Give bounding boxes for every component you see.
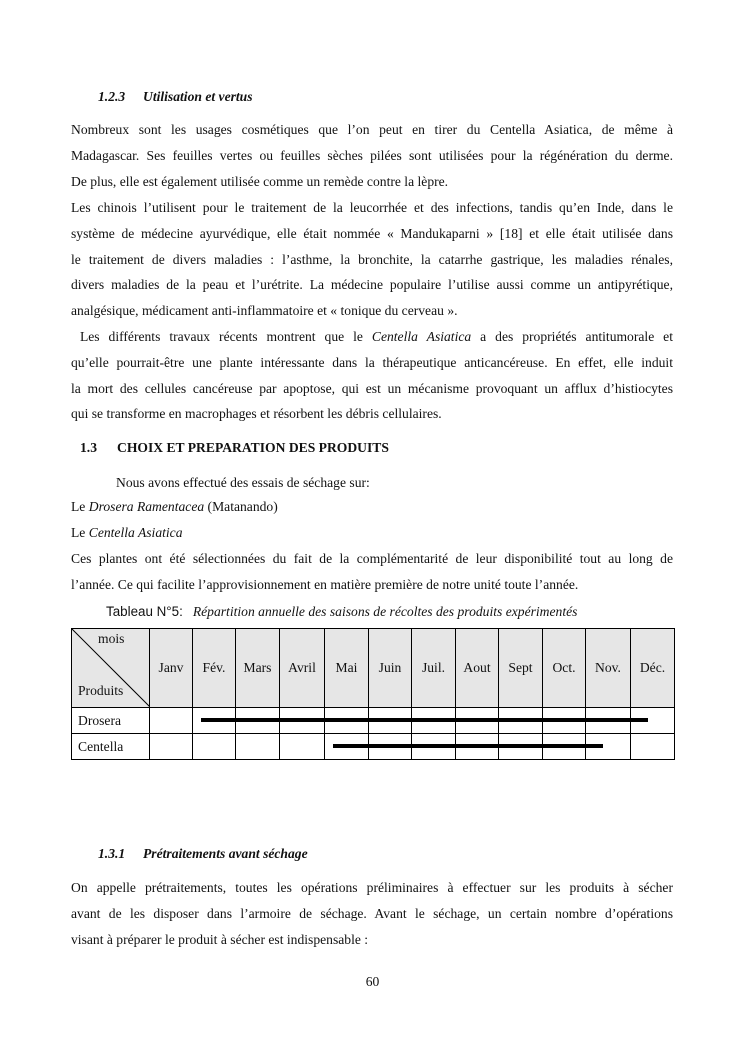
section-title: Prétraitements avant séchage [143, 846, 308, 861]
text-line: De plus, elle est également utilisée comme un remède contre la lèpre. [71, 173, 449, 189]
table-caption [106, 604, 577, 620]
month-header: Fév. [193, 629, 236, 708]
table-caption-title: Répartition annuelle des saisons de récoltes des produits expérimentés [192, 604, 578, 619]
italic-plant-name: Centella Asiatica [88, 525, 183, 540]
text-line: l’année. Ce qui facilite l’approvisionnement en matière première de notre unité toute l’année. [71, 576, 579, 592]
section-number: 1.3.1 [98, 846, 126, 861]
table-caption-label: Tableau N°5: [106, 604, 183, 619]
text-run: Le [71, 525, 89, 540]
month-header: Nov. [586, 629, 631, 708]
text-line: le traitement de divers maladies : l’asthme, la bronchite, la catarrhe gastrique, les maladies rénales, [71, 251, 673, 267]
text-run: Le [71, 499, 89, 514]
text-line: avant de les disposer dans l’armoire de séchage. Avant le séchage, un certain nombre d’opérations [71, 905, 673, 921]
harvest-bar-centella [333, 744, 603, 748]
month-header: Juin [369, 629, 412, 708]
month-header: Mai [325, 629, 369, 708]
page-number: 60 [365, 974, 380, 989]
text-line: visant à préparer le produit à sécher est indispensable : [71, 931, 369, 947]
text-line: qui se transforme en macrophages et résorbent les débris cellulaires. [71, 406, 442, 422]
paragraph-chinois [71, 195, 673, 324]
paragraph-usages [71, 117, 673, 194]
month-cell [150, 734, 193, 760]
month-cell [236, 734, 280, 760]
section-heading-1-3 [80, 440, 389, 456]
text-run: Les différents travaux récents montrent que le [71, 329, 372, 344]
text-run: a des propriétés antitumorale et [471, 329, 673, 344]
section-title: CHOIX ET PREPARATION DES PRODUITS [117, 440, 389, 455]
month-header: Déc. [631, 629, 675, 708]
table-header-row [72, 629, 675, 708]
product-name: Centella [72, 734, 150, 760]
harvest-table [71, 628, 675, 760]
text-line: système de médecine ayurvédique, elle était nommée « Mandukaparni » [18] et elle était utilisée dans [71, 225, 673, 241]
month-cell [193, 734, 236, 760]
text-line [71, 324, 673, 350]
product-name: Drosera [72, 708, 150, 734]
month-header: Mars [236, 629, 280, 708]
text-line: analgésique, médicament anti-inflammatoire et « tonique du cerveau ». [71, 303, 458, 319]
month-header: Juil. [412, 629, 456, 708]
month-cell [280, 734, 325, 760]
section-number: 1.2.3 [98, 89, 126, 104]
section-heading-1-3-1 [98, 846, 308, 862]
month-cell [150, 708, 193, 734]
corner-mois-label: mois [98, 631, 125, 646]
month-header: Janv [150, 629, 193, 708]
paragraph-travaux [71, 324, 673, 427]
section-title: Utilisation et vertus [143, 89, 253, 104]
section-heading-1-2-3 [98, 89, 253, 105]
table-corner-cell [72, 629, 150, 708]
month-header: Aout [456, 629, 499, 708]
paragraph-selection [71, 546, 673, 598]
paragraph-pretraitements [71, 875, 673, 952]
harvest-bar-drosera [201, 718, 648, 722]
text-line: divers maladies de la peau et l’urétrite. La médecine populaire l’utilise aussi comme un antipyrétique, [71, 277, 673, 293]
italic-plant-name: Drosera Ramentacea [88, 499, 205, 514]
corner-produits-label: Produits [78, 683, 124, 698]
text-line: la mort des cellules cancéreuse par apoptose, qui est un mécanisme provoquant un afflux d’histiocytes [71, 380, 673, 396]
month-cell [631, 734, 675, 760]
text-line: On appelle prétraitements, toutes les opérations préliminaires à effectuer sur les produits à sécher [71, 880, 673, 895]
text-line: Madagascar. Ses feuilles vertes ou feuilles sèches pilées sont utilisées pour la régénération du derme. [71, 147, 673, 163]
text-line: Nombreux sont les usages cosmétiques que l’on peut en tirer du Centella Asiatica, de même à [71, 122, 673, 137]
month-header: Avril [280, 629, 325, 708]
plant-line-drosera [71, 499, 278, 515]
text-run: (Matanando) [204, 499, 278, 514]
text-line: Ces plantes ont été sélectionnées du fait de la complémentarité de leur disponibilité tout au long de [71, 551, 673, 566]
month-header: Sept [499, 629, 543, 708]
text-line: qu’elle pourrait-être une plante intéressante dans la thérapeutique anticancéreuse. En effet, elle induit [71, 354, 673, 370]
italic-plant-name: Centella Asiatica [371, 329, 472, 344]
intro-text: Nous avons effectué des essais de séchage sur: [116, 475, 370, 490]
section-number: 1.3 [80, 440, 97, 455]
text-line: Les chinois l’utilisent pour le traitement de la leucorrhée et des infections, tandis qu’en Inde, dans le [71, 200, 673, 215]
plant-line-centella [71, 525, 183, 541]
month-header: Oct. [543, 629, 586, 708]
